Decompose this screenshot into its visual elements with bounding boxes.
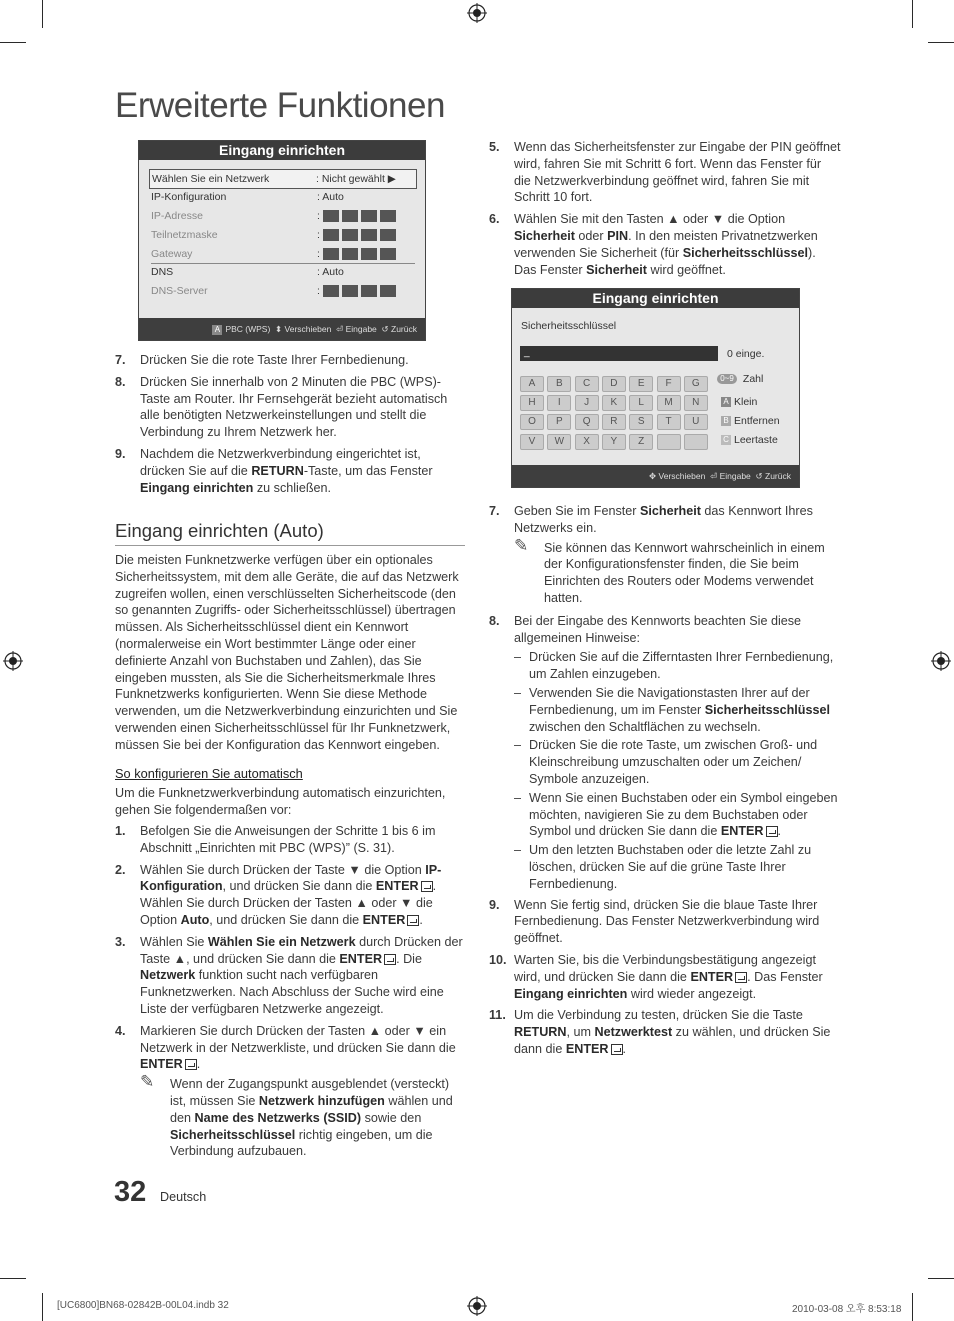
list-item: 4. Markieren Sie durch Drücken der Tasten ▲ oder ▼ ein Netzwerk in der Netzwerkliste, und drücken Sie dann die ENTER .: [115, 1023, 456, 1072]
list-item: 8. Drücken Sie innerhalb von 2 Minuten die PBC (WPS)-Taste am Router. Ihr Fernsehgerät bezieht automatisch alle benötigten Netzwerkeinstellungen und stellt die Verbindung zu Ihrem Netzwerk her.: [115, 374, 448, 440]
crop-mark: [928, 1278, 954, 1279]
keypad-key[interactable]: C: [575, 376, 599, 392]
right-steps: [489, 503, 841, 1063]
page-language: Deutsch: [160, 1190, 207, 1204]
c-key-icon: C: [721, 435, 731, 445]
enter-icon: ⏎: [710, 471, 718, 481]
security-key-input[interactable]: _: [520, 346, 718, 361]
option-leertaste[interactable]: C Leertaste: [721, 434, 778, 446]
keypad-key[interactable]: Z: [629, 434, 653, 450]
keypad-key[interactable]: B: [547, 376, 571, 392]
number-key-icon: 0~9: [717, 374, 737, 384]
keypad-key[interactable]: [657, 434, 681, 450]
enter-icon: [421, 881, 433, 892]
crop-mark: [42, 0, 43, 28]
list-item: 1. Befolgen Sie die Anweisungen der Schritte 1 bis 6 im Abschnitt „Einrichten mit PBC (WPS)” (S. 31).: [115, 823, 436, 855]
osd-row-gateway: Gateway :: [151, 245, 415, 264]
pencil-note-icon: ✎: [140, 1072, 155, 1092]
osd-title: Eingang einrichten: [139, 141, 425, 160]
list-item: 2. Wählen Sie durch Drücken der Taste ▼ die Option IP-Konfiguration, und drücken Sie dann die ENTER . Wählen Sie durch Drücken der Tasten ▲ oder ▼ die Option Auto, und drücken Sie dann die ENTER .: [115, 862, 442, 927]
keypad-key[interactable]: W: [547, 434, 571, 450]
list-item: – Drücken Sie auf die Zifferntasten Ihrer Fernbedienung, um Zahlen einzugeben.: [514, 650, 834, 682]
keypad-key[interactable]: P: [547, 414, 571, 430]
list-item: 7. Drücken Sie die rote Taste Ihrer Fernbedienung.: [115, 353, 409, 367]
list-item: 11. Um die Verbindung zu testen, drücken Sie die Taste RETURN, um Netzwerktest zu wählen, und drücken Sie dann die ENTER .: [489, 1008, 831, 1056]
list-item: 5. Wenn das Sicherheitsfenster zur Eingabe der PIN geöffnet wird, fahren Sie mit Schritt 6 fort. Wenn das Fenster für die Netzwerkverbindung geöffnet wird, fahren Sie mit Schritt 10 fort.: [489, 140, 841, 205]
left-steps-top: [115, 352, 467, 501]
osd-row-dns[interactable]: DNS : Auto: [151, 266, 344, 278]
section-heading: Eingang einrichten (Auto): [115, 520, 465, 546]
subintro: Um die Funknetzwerkverbindung automatisch einzurichten, gehen Sie folgendermaßen vor:: [115, 786, 446, 818]
enter-icon: [407, 915, 419, 926]
keypad-key[interactable]: V: [520, 434, 544, 450]
crop-mark: [0, 1278, 26, 1279]
return-icon: ↺: [755, 471, 763, 481]
crop-mark: [912, 0, 913, 28]
move-icon: ⬍: [275, 324, 283, 334]
keypad-key[interactable]: X: [575, 434, 599, 450]
crop-mark: [928, 42, 954, 43]
osd-footer: ✥ Verschieben ⏎ Eingabe ↺ Zurück: [512, 465, 799, 487]
a-key-icon: A: [212, 325, 222, 335]
registration-mark-icon: [467, 1296, 487, 1316]
enter-icon: [611, 1044, 623, 1055]
osd-row-ip-address: IP-Adresse :: [151, 207, 415, 225]
section-intro: Die meisten Funknetzwerke verfügen über ein optionales Sicherheitssystem, mit dem alle Geräte, die auf das Netzwerk zugreifen wollen, einen verschlüsselten Sicherheitscode (den so genannten Zugriffs- oder Sicherheitsschlüssel) übertragen müssen. Als Sicherheitsschlüssel dient ein Kennwort (normalerweise ein Wort bestimmter Länge oder einer definierte Anzahl von Buchstaben und Zahlen), das Sie eingeben mussten, als Sie die Sicherheitsmerkmale Ihres Funknetzwerks konfigurierten. Wenn Sie diese Methode verwenden, um die Netzwerkverbindung einzurichten und Sie verwenden einen Sicherheitsschlüssel für Ihr Funknetzwerk, müssen Sie bei der Konfiguration das Kennwort eingeben.: [115, 553, 459, 752]
list-item: 3. Wählen Sie Wählen Sie ein Netzwerk durch Drücken der Taste ▲, und drücken Sie dann die ENTER . Die Netzwerk funktion sucht nach verfügbaren Funknetzwerken. Nach Abschluss der Suche wird eine Liste der verfügbaren Netzwerke angezeigt.: [115, 934, 463, 1016]
keypad-key[interactable]: K: [602, 395, 626, 411]
registration-mark-icon: [931, 651, 951, 671]
list-item: – Wenn Sie einen Buchstaben oder ein Symbol eingeben möchten, navigieren Sie zu dem Buchstaben oder Symbol und drücken Sie dann die ENTER .: [514, 790, 838, 839]
print-footer-left: [UC6800]BN68-02842B-00L04.indb 32: [57, 1300, 229, 1311]
keypad-key[interactable]: L: [629, 395, 653, 411]
keypad-key[interactable]: N: [684, 395, 708, 411]
keypad-key[interactable]: U: [684, 414, 708, 430]
osd-row-dns-server: DNS-Server :: [151, 282, 415, 300]
char-count: 0 einge.: [727, 348, 765, 360]
subheading: So konfigurieren Sie automatisch: [115, 765, 303, 781]
osd-security-key-panel: [511, 288, 800, 488]
osd-row-subnet: Teilnetzmaske :: [151, 226, 415, 244]
keypad-key[interactable]: H: [520, 395, 544, 411]
print-footer-right: 2010-03-08 오후 8:53:18: [792, 1304, 902, 1315]
list-item: – Drücken Sie die rote Taste, um zwischen Groß- und Kleinschreibung umzuschalten oder um Zeichen/ Symbole anzuzeigen.: [514, 738, 818, 786]
list-item: – Um den letzten Buchstaben oder die letzte Zahl zu löschen, drücken Sie auf die grüne Taste Ihrer Fernbedienung.: [514, 843, 812, 891]
left-section-body: [115, 552, 467, 1166]
return-icon: ↺: [381, 324, 389, 334]
enter-icon: [185, 1059, 197, 1070]
keypad-key[interactable]: M: [657, 395, 681, 411]
keypad-key[interactable]: Y: [602, 434, 626, 450]
keypad-key[interactable]: G: [684, 376, 708, 392]
right-steps-top: [489, 139, 841, 283]
keypad-key[interactable]: [684, 434, 708, 450]
osd-field-label: Sicherheitsschlüssel: [521, 320, 617, 332]
page-title: Erweiterte Funktionen: [115, 86, 445, 125]
keypad-key[interactable]: A: [520, 376, 544, 392]
enter-icon: [766, 826, 778, 837]
note: ✎ Sie können das Kennwort wahrscheinlich in einem der Konfigurationsfenster finden, die Sie beim Einrichten des Routers oder Modems verwendet hatten.: [514, 535, 825, 605]
pencil-note-icon: ✎: [514, 535, 529, 555]
list-item: 10. Warten Sie, bis die Verbindungsbestätigung angezeigt wird, und drücken Sie dann die ENTER . Das Fenster Eingang einrichten wird wieder angezeigt.: [489, 952, 823, 1001]
list-item: 6. Wählen Sie mit den Tasten ▲ oder ▼ die Option Sicherheit oder PIN. In den meisten Privatnetzwerken verwenden Sie Sicherheit (für Sicherheitsschlüssel). Das Fenster Sicherheit wird geöffnet.: [489, 212, 818, 277]
keypad-key[interactable]: Q: [575, 414, 599, 430]
keypad-key[interactable]: O: [520, 414, 544, 430]
list-item: – Verwenden Sie die Navigationstasten Ihrer auf der Fernbedienung, um im Fenster Sicherheitsschlüssel zwischen den Schaltflächen zu wechseln.: [514, 685, 831, 734]
option-entfernen[interactable]: B Entfernen: [721, 415, 780, 427]
list-item: 9. Nachdem die Netzwerkverbindung eingerichtet ist, drücken Sie auf die RETURN-Taste, um das Fenster Eingang einrichten zu schließen.: [115, 446, 433, 495]
b-key-icon: B: [721, 416, 731, 426]
keypad-key[interactable]: E: [629, 376, 653, 392]
crop-mark: [912, 1293, 913, 1321]
osd-network-setup-panel: [138, 140, 426, 341]
enter-icon: [384, 954, 396, 965]
osd-title: Eingang einrichten: [512, 289, 799, 308]
keypad-key[interactable]: T: [657, 414, 681, 430]
option-zahl[interactable]: 0~9 Zahl: [717, 373, 763, 385]
osd-footer: A PBC (WPS) ⬍ Verschieben ⏎ Eingabe ↺ Zurück: [139, 318, 425, 340]
a-key-icon: A: [721, 397, 731, 407]
osd-row-ip-config[interactable]: IP-Konfiguration : Auto: [151, 191, 344, 203]
keypad-key[interactable]: J: [575, 395, 599, 411]
keypad-key[interactable]: S: [629, 414, 653, 430]
note: ✎ Wenn der Zugangspunkt ausgeblendet (versteckt) ist, müssen Sie Netzwerk hinzufügen wählen und den Name des Netzwerks (SSID) sowie den Sicherheitsschlüssel richtig eingeben, um die Verbindung aufzubauen.: [140, 1072, 453, 1159]
keypad-key[interactable]: R: [602, 414, 626, 430]
enter-icon: ⏎: [336, 324, 344, 334]
option-klein[interactable]: A Klein: [721, 396, 757, 408]
osd-row-network[interactable]: Wählen Sie ein Netzwerk : Nicht gewählt ▶: [149, 169, 417, 189]
keypad-key[interactable]: F: [657, 376, 681, 392]
crop-mark: [0, 42, 26, 43]
keypad-key[interactable]: D: [602, 376, 626, 392]
crop-mark: [42, 1293, 43, 1321]
registration-mark-icon: [3, 651, 23, 671]
list-item: 9. Wenn Sie fertig sind, drücken Sie die blaue Taste Ihrer Fernbedienung. Das Fenster Netzwerkverbindung wird geöffnet.: [489, 897, 820, 946]
registration-mark-icon: [467, 3, 487, 23]
keypad-key[interactable]: I: [547, 395, 571, 411]
page-number: 32: [114, 1176, 147, 1208]
enter-icon: [735, 972, 747, 983]
move-icon: ✥: [649, 471, 657, 481]
list-item: 8. Bei der Eingabe des Kennworts beachten Sie diese allgemeinen Hinweise:: [489, 613, 802, 645]
list-item: 7. Geben Sie im Fenster Sicherheit das Kennwort Ihres Netzwerks ein.: [489, 504, 813, 535]
